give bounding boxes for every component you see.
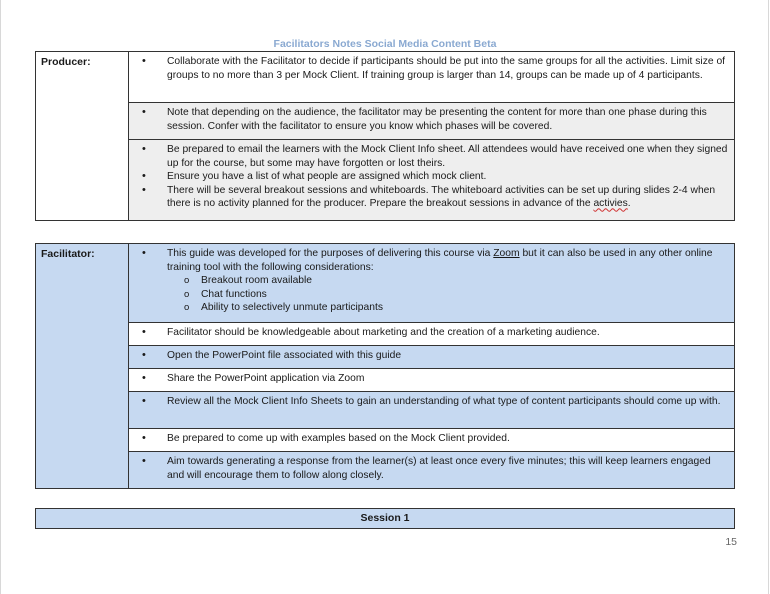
list-item: • Review all the Mock Client Info Sheets to gain an understanding of what type of content participants should come up with. — [167, 395, 728, 409]
list-item-text: This guide was developed for the purposes of delivering this course via — [167, 248, 494, 259]
page-border-left — [0, 0, 1, 594]
facilitator-cell-6 — [129, 429, 735, 452]
list-item — [167, 247, 728, 315]
list-item-text: There will be several breakout sessions and whiteboards. The whiteboard activities can be set up during slides 2-4 when there is no activity planned for the producer. Prepare the breakout sessions in advance of the — [167, 184, 716, 210]
list-item: • Share the PowerPoint application via Zoom — [167, 372, 728, 386]
facilitator-cell-4 — [129, 369, 735, 392]
producer-role-label: Producer: — [36, 52, 129, 221]
facilitator-table — [35, 243, 735, 489]
list-item: • Be prepared to email the learners with the Mock Client Info sheet. All attendees would have received one when they signed up for the course, but some may have forgotten or lost theirs. — [167, 143, 728, 170]
page-border-right — [768, 0, 769, 594]
list-item: • Aim towards generating a response from the learner(s) at least once every five minutes; this will keep learners engaged and will encourage them to follow along closely. — [167, 455, 728, 482]
facilitator-row-2 — [36, 323, 735, 346]
list-item: • Collaborate with the Facilitator to decide if participants should be put into the same groups for all the activities. Limit size of groups to no more than 3 per Mock Client. If training group is larger than 14, groups can be made up of 4 participants. — [167, 55, 728, 82]
facilitator-row-5 — [36, 392, 735, 429]
facilitator-cell-2 — [129, 323, 735, 346]
sub-list-item: o Breakout room available — [201, 274, 728, 288]
producer-cell-2 — [129, 103, 735, 140]
facilitator-row-6 — [36, 429, 735, 452]
zoom-link[interactable]: Zoom — [493, 248, 520, 259]
producer-cell-3 — [129, 140, 735, 221]
facilitator-cell-1 — [129, 244, 735, 323]
sub-list — [167, 274, 728, 315]
sub-list-item: o Ability to selectively unmute participants — [201, 301, 728, 315]
facilitator-cell-7 — [129, 452, 735, 489]
misspelled-word: activies — [593, 198, 628, 210]
producer-row-3 — [36, 140, 735, 221]
producer-row-1 — [36, 52, 735, 103]
facilitator-row-3 — [36, 346, 735, 369]
list-item-text: but it can also be used in any other online training tool with the following considerations: — [167, 248, 713, 273]
list-item: • Note that depending on the audience, the facilitator may be presenting the content for more than one phase during this session. Confer with the facilitator to ensure you know which phases will be covered. — [167, 106, 728, 133]
list-item: • Facilitator should be knowledgeable about marketing and the creation of a marketing audience. — [167, 326, 728, 340]
list-item: • Open the PowerPoint file associated with this guide — [167, 349, 728, 363]
page-header: Facilitators Notes Social Media Content Beta — [273, 38, 497, 50]
sub-list-item: o Chat functions — [201, 288, 728, 302]
facilitator-role-label: Facilitator: — [36, 244, 129, 489]
producer-row-2 — [36, 103, 735, 140]
session-header: Session 1 — [35, 508, 735, 529]
facilitator-row-1 — [36, 244, 735, 323]
facilitator-row-7 — [36, 452, 735, 489]
list-item — [167, 184, 728, 211]
producer-cell-1 — [129, 52, 735, 103]
facilitator-row-4 — [36, 369, 735, 392]
facilitator-cell-3 — [129, 346, 735, 369]
producer-table — [35, 51, 735, 221]
facilitator-cell-5 — [129, 392, 735, 429]
list-item-punct: . — [627, 198, 631, 210]
list-item: • Be prepared to come up with examples based on the Mock Client provided. — [167, 432, 728, 446]
list-item: • Ensure you have a list of what people are assigned which mock client. — [167, 170, 728, 184]
page-number: 15 — [725, 536, 737, 548]
